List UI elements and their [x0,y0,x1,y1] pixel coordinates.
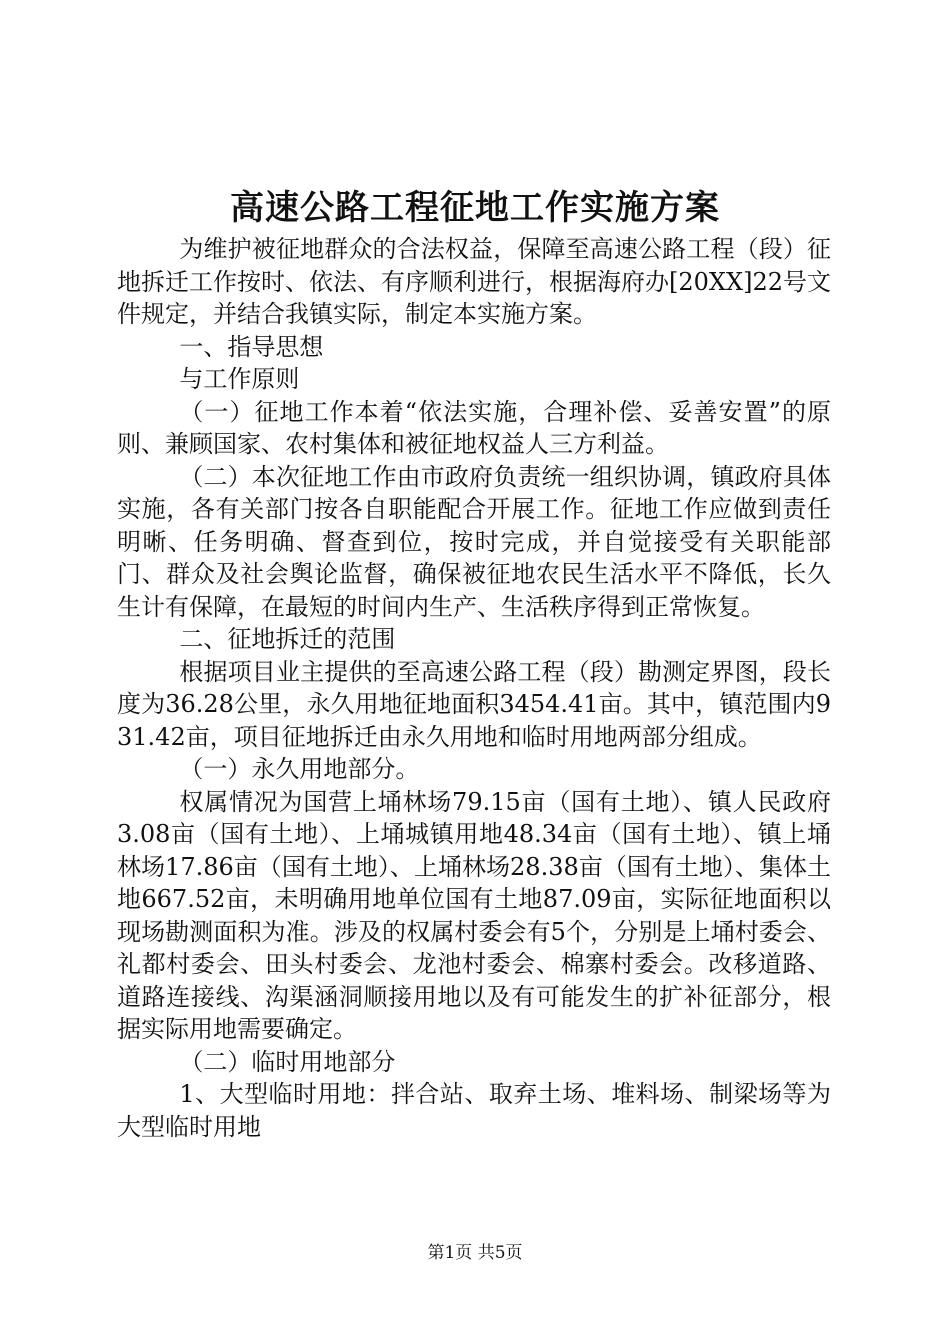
paragraph-intro: 为维护被征地群众的合法权益，保障至高速公路工程（段）征地拆迁工作按时、依法、有序顺利进行，根据海府办[20XX]22号文件规定，并结合我镇实际，制定本实施方案。 [117,235,831,328]
paragraph-scope: 根据项目业主提供的至高速公路工程（段）勘测定界图，段长度为36.28公里，永久用地征地面积3454.41亩。其中，镇范围内931.42亩，项目征地拆迁由永久用地和临时用地两部分组成。 [117,657,831,751]
document-body [117,233,831,1143]
paragraph-principle-2: （二）本次征地工作由市政府负责统一组织协调，镇政府具体实施，各有关部门按各自职能配合开展工作。征地工作应做到责任明晰、任务明确、督查到位，按时完成，并自觉接受有关职能部门、群众及社会舆论监督，确保被征地农民生活水平不降低，长久生计有保障，在最短的时间内生产、生活秩序得到正常恢复。 [117,462,831,621]
document-title: 高速公路工程征地工作实施方案 [230,188,720,228]
subheading-permanent-land: （一）永久用地部分。 [179,755,420,783]
subheading-temporary-land: （二）临时用地部分 [179,1047,396,1076]
section-heading-guiding-thought: 一、指导思想 [179,332,324,361]
paragraph-large-temporary-land: 1、大型临时用地：拌合站、取弃土场、堆料场、制梁场等为大型临时用地 [117,1080,831,1141]
section-heading-scope: 二、征地拆迁的范围 [179,625,396,653]
paragraph-permanent-land: 权属情况为国营上埇林场79.15亩（国有土地）、镇人民政府3.08亩（国有土地）、上埇城镇用地48.34亩（国有土地）、镇上埇林场17.86亩（国有土地）、上埇林场28.38亩（国有土地）、集体土地667.52亩，未明确用地单位国有土地87.09亩，实际征地面积以现场勘测面积为准。涉及的权属村委会有5个，分别是上埇村委会、礼都村委会、田头村委会、龙池村委会、棉寨村委会。改移道路、道路连接线、沟渠涵洞顺接用地以及有可能发生的扩补征部分，根据实际用地需要确定。 [117,787,831,1043]
paragraph-principle-1: （一）征地工作本着“依法实施，合理补偿、妥善安置”的原则、兼顾国家、农村集体和被征地权益人三方利益。 [117,397,831,458]
page-footer: 第1页 共5页 [427,1243,523,1263]
section-heading-work-principles: 与工作原则 [179,365,300,393]
